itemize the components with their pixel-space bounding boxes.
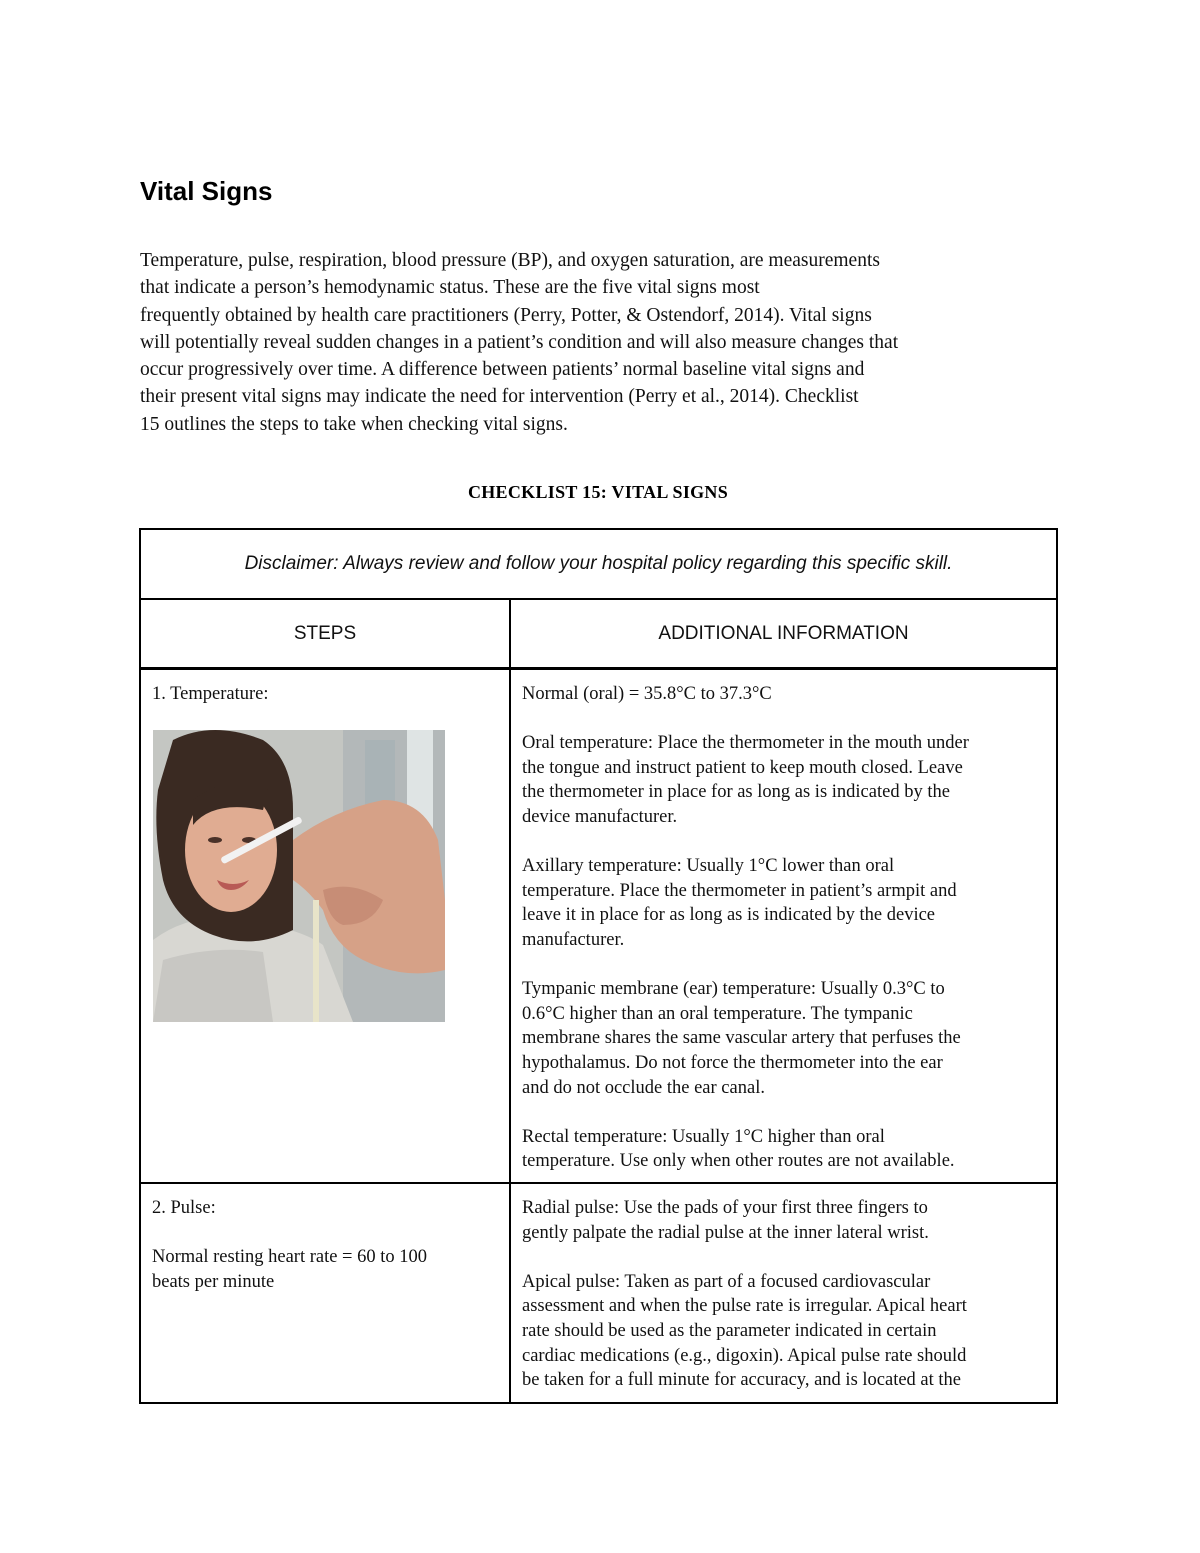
info-line: Oral temperature: Place the thermometer in the mouth under bbox=[522, 733, 969, 754]
table-row bbox=[141, 670, 1056, 1184]
info-line: assessment and when the pulse rate is irregular. Apical heart bbox=[522, 1296, 967, 1317]
info-line: be taken for a full minute for accuracy, and is located at the bbox=[522, 1370, 962, 1391]
intro-paragraph bbox=[140, 247, 898, 438]
step-note-line: beats per minute bbox=[152, 1271, 275, 1292]
info-paragraph bbox=[522, 682, 1048, 707]
info-cell bbox=[511, 1184, 1056, 1402]
woman-with-oral-thermometer-photo bbox=[153, 730, 445, 1022]
info-line: and do not occlude the ear canal. bbox=[522, 1077, 765, 1098]
info-paragraph bbox=[522, 854, 1048, 952]
info-line: Radial pulse: Use the pads of your first three fingers to bbox=[522, 1198, 928, 1218]
info-line: temperature. Use only when other routes are not available. bbox=[522, 1151, 955, 1172]
intro-line: will potentially reveal sudden changes in a patient’s condition and will also measure changes that bbox=[140, 331, 899, 353]
step-label: 1. Temperature: bbox=[152, 684, 269, 704]
info-paragraph bbox=[522, 1270, 1048, 1393]
step-note-line: Normal resting heart rate = 60 to 100 bbox=[152, 1247, 428, 1268]
info-cell bbox=[511, 670, 1056, 1182]
info-paragraph bbox=[522, 731, 1048, 829]
step-cell bbox=[141, 670, 511, 1182]
table-header-row bbox=[141, 600, 1056, 670]
step-note bbox=[152, 1245, 501, 1294]
info-line: Apical pulse: Taken as part of a focused cardiovascular bbox=[522, 1271, 931, 1292]
disclaimer-row bbox=[141, 530, 1056, 600]
info-paragraph bbox=[522, 1125, 1048, 1174]
table-row bbox=[141, 1184, 1056, 1402]
intro-line: Temperature, pulse, respiration, blood pressure (BP), and oxygen saturation, are measurements bbox=[140, 250, 880, 271]
temperature-photo bbox=[153, 730, 445, 1022]
header-additional-information: ADDITIONAL INFORMATION bbox=[658, 622, 909, 644]
page-title: Vital Signs bbox=[140, 176, 273, 206]
info-line: cardiac medications (e.g., digoxin). Apical pulse rate should bbox=[522, 1345, 967, 1366]
info-line: leave it in place for as long as is indicated by the device bbox=[522, 905, 936, 926]
intro-line: occur progressively over time. A difference between patients’ normal baseline vital signs and bbox=[140, 359, 865, 381]
info-line: device manufacturer. bbox=[522, 806, 678, 827]
info-line: membrane shares the same vascular artery that perfuses the bbox=[522, 1028, 961, 1049]
info-line: temperature. Place the thermometer in patient’s armpit and bbox=[522, 880, 957, 901]
intro-line: their present vital signs may indicate the need for intervention (Perry et al., 2014). Checklist bbox=[140, 386, 859, 408]
checklist-table bbox=[139, 528, 1058, 1404]
info-line: Normal (oral) = 35.8°C to 37.3°C bbox=[522, 684, 772, 704]
step-cell bbox=[141, 1184, 511, 1402]
info-line: the tongue and instruct patient to keep mouth closed. Leave bbox=[522, 757, 963, 778]
intro-line: 15 outlines the steps to take when checking vital signs. bbox=[140, 413, 568, 435]
info-line: 0.6°C higher than an oral temperature. The tympanic bbox=[522, 1003, 913, 1024]
intro-line: frequently obtained by health care practitioners (Perry, Potter, & Ostendorf, 2014). Vital signs bbox=[140, 304, 872, 326]
info-line: hypothalamus. Do not force the thermometer into the ear bbox=[522, 1052, 943, 1073]
info-paragraph bbox=[522, 977, 1048, 1100]
step-label: 2. Pulse: bbox=[152, 1198, 216, 1218]
info-line: gently palpate the radial pulse at the inner lateral wrist. bbox=[522, 1222, 929, 1243]
info-paragraph bbox=[522, 1196, 1048, 1245]
info-line: Axillary temperature: Usually 1°C lower than oral bbox=[522, 856, 895, 877]
info-line: Rectal temperature: Usually 1°C higher than oral bbox=[522, 1126, 885, 1147]
info-line: rate should be used as the parameter indicated in certain bbox=[522, 1320, 937, 1341]
info-line: the thermometer in place for as long as is indicated by the bbox=[522, 782, 950, 803]
disclaimer-text: Disclaimer: Always review and follow your hospital policy regarding this specific skill. bbox=[244, 553, 953, 574]
header-steps: STEPS bbox=[141, 600, 511, 667]
info-line: manufacturer. bbox=[522, 929, 625, 950]
checklist-title: CHECKLIST 15: VITAL SIGNS bbox=[467, 482, 729, 502]
info-line: Tympanic membrane (ear) temperature: Usually 0.3°C to bbox=[522, 979, 945, 1000]
intro-line: that indicate a person’s hemodynamic status. These are the five vital signs most bbox=[140, 277, 760, 299]
